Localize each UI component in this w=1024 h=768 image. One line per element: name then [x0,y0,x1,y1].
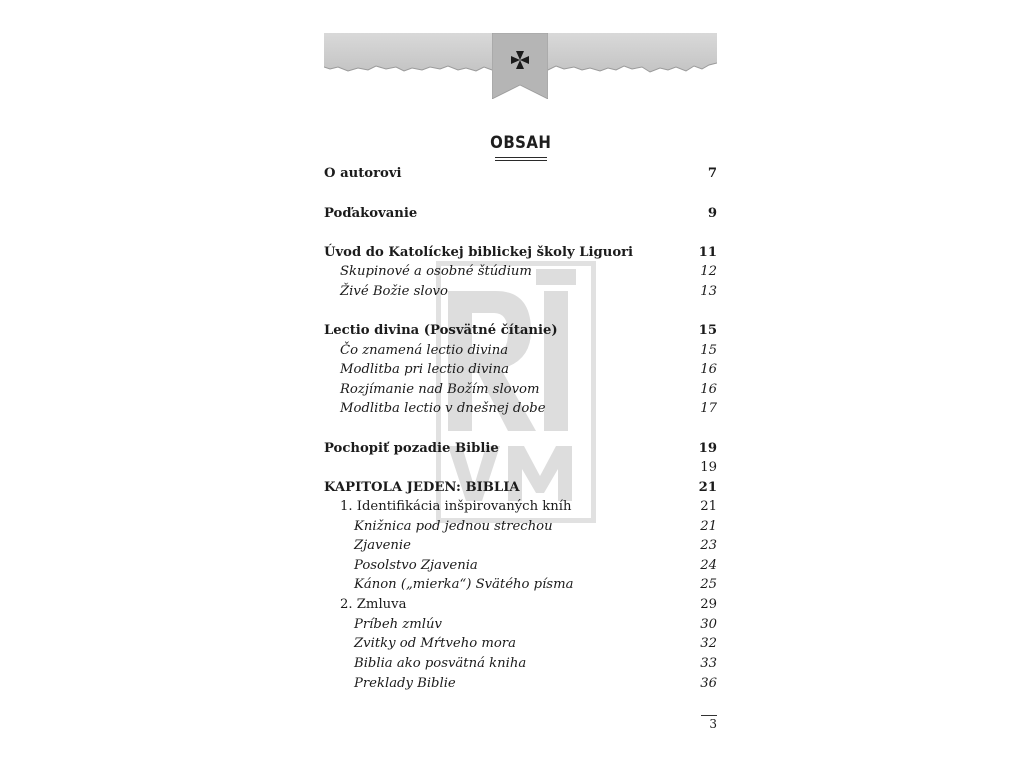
toc-entry [324,341,717,361]
toc-entry-page: 11 [698,245,717,260]
toc-entry [324,654,717,674]
toc-entry-label: Biblia ako posvätná kniha [354,656,527,671]
toc-entry-label: 1. Identifikácia inšpirovaných kníh [340,499,572,514]
toc-entry-page: 33 [700,656,717,671]
toc-entry-page: 12 [700,264,717,279]
toc-entry-page: 16 [700,362,717,377]
toc-entry-label: 2. Zmluva [340,597,407,612]
title-block [324,133,717,161]
toc-entry [324,615,717,635]
toc-entry-page: 32 [700,636,717,651]
toc-entry [324,634,717,654]
toc-entry-label: KAPITOLA JEDEN: BIBLIA [324,480,520,495]
toc-entry-page: 19 [698,441,717,456]
toc-entry [324,282,717,302]
toc-entry-page: 9 [707,206,717,221]
toc-entry-label: Modlitba pri lectio divina [340,362,510,377]
toc-entry-label: Preklady Biblie [354,676,456,691]
toc-entry-page: 25 [700,577,717,592]
toc-entry [324,478,717,498]
cross-icon [510,50,530,70]
toc-entry-label: Poďakovanie [324,206,418,221]
page-title: OBSAH [489,133,552,153]
toc-entry-page: 29 [700,597,717,612]
toc-entry [324,360,717,380]
toc-entry-label: Rozjímanie nad Božím slovom [340,382,540,397]
toc-entry [324,204,717,224]
toc-entry-label: Príbeh zmlúv [354,617,442,632]
toc-entry-page: 36 [700,676,717,691]
book-page [324,33,717,743]
page-number-rule [701,715,717,716]
toc-entry [324,497,717,517]
toc-entry-label: O autorovi [324,166,402,181]
toc-entry-label: Knižnica pod jednou strechou [354,519,553,534]
toc-entry [324,321,717,341]
toc-entry [324,575,717,595]
toc-entry-page: 15 [700,343,717,358]
toc-entry-page: 21 [700,499,717,514]
toc-entry-page: 24 [700,558,717,573]
toc-entry-label: Úvod do Katolíckej biblickej školy Liguori [324,245,634,260]
toc-entry [324,243,717,263]
toc-entry-page: 17 [700,401,717,416]
toc-entry-label: Lectio divina (Posvätné čítanie) [324,323,558,338]
toc-entry-page: 19 [700,460,717,475]
title-underline [495,157,547,161]
toc-entry-page: 21 [698,480,717,495]
toc-entry-page: 23 [700,538,717,553]
toc-entry [324,262,717,282]
toc-entry-label: Skupinové a osobné štúdium [340,264,532,279]
toc-entry [324,458,717,478]
toc-entry [324,164,717,184]
toc-entry [324,380,717,400]
toc-entry [324,556,717,576]
toc-entry [324,399,717,419]
toc-entry-label: Živé Božie slovo [340,284,448,299]
toc-entry-label: Posolstvo Zjavenia [354,558,478,573]
toc-entry-label: Modlitba lectio v dnešnej dobe [340,401,546,416]
toc-entry-label: Zvitky od Mŕtveho mora [354,636,516,651]
toc-entry-label: Pochopiť pozadie Biblie [324,441,499,456]
toc-entry [324,674,717,694]
toc-entry-label: Kánon („mierka“) Svätého písma [354,577,574,592]
toc-entry [324,439,717,459]
toc-entry [324,595,717,615]
toc-entry-page: 21 [700,519,717,534]
toc-entry-page: 15 [698,323,717,338]
toc-entry-page: 13 [700,284,717,299]
page-number: 3 [709,717,717,731]
toc-entry-page: 16 [700,382,717,397]
toc-entry-label: Zjavenie [354,538,411,553]
toc-entry-page: 7 [707,166,717,181]
toc-entry [324,517,717,537]
toc-entry [324,536,717,556]
toc-entry-page: 30 [700,617,717,632]
toc-entry-label: Čo znamená lectio divina [340,343,509,358]
